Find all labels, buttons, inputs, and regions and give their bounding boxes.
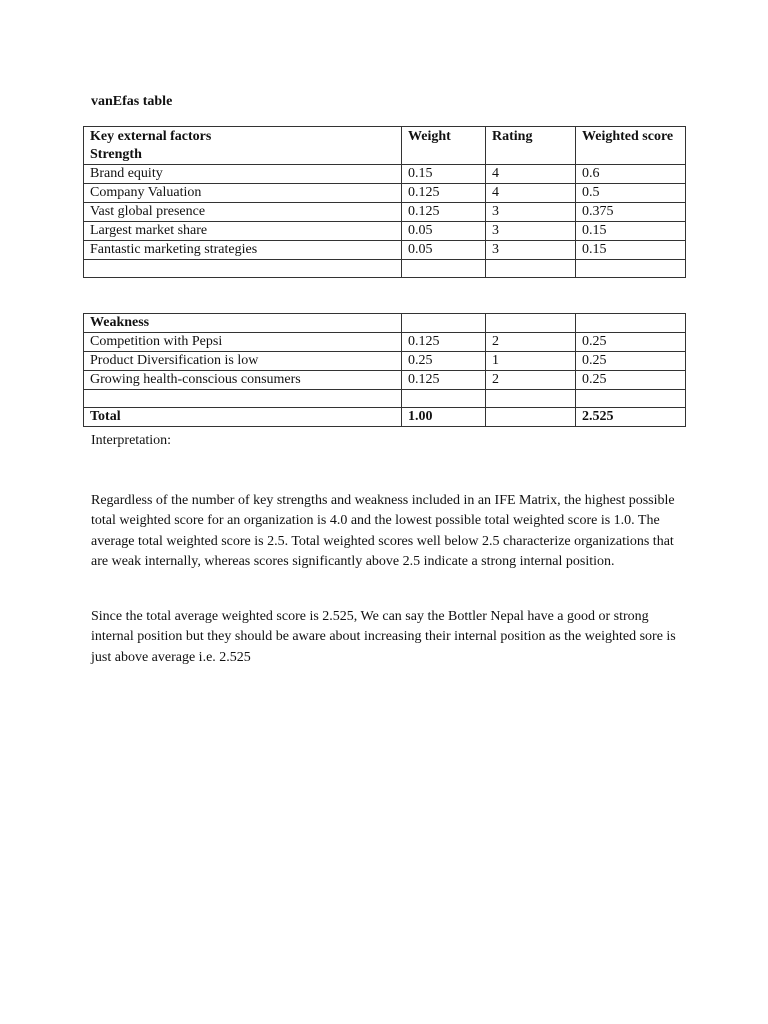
empty-cell — [402, 390, 486, 408]
total-label: Total — [84, 408, 402, 427]
table-row — [84, 203, 686, 222]
total-score: 2.525 — [576, 408, 686, 427]
strength-table — [83, 126, 686, 278]
weight-cell: 0.05 — [402, 241, 486, 260]
empty-cell — [486, 390, 576, 408]
header-rating: Rating — [486, 127, 576, 165]
score-cell: 0.25 — [576, 333, 686, 352]
empty-cell — [84, 390, 402, 408]
rating-cell: 3 — [486, 203, 576, 222]
empty-cell — [486, 260, 576, 278]
header-strength-label: Strength — [90, 147, 142, 162]
header-factors-label: Key external factors — [90, 129, 212, 144]
rating-cell: 1 — [486, 352, 576, 371]
weight-cell: 0.125 — [402, 203, 486, 222]
interpretation-label: Interpretation: — [91, 433, 172, 448]
header-weighted-score: Weighted score — [576, 127, 686, 165]
empty-cell — [576, 390, 686, 408]
weight-cell: 0.125 — [402, 371, 486, 390]
rating-cell: 3 — [486, 241, 576, 260]
weakness-heading-row — [84, 314, 686, 333]
table-row — [84, 241, 686, 260]
empty-row — [84, 260, 686, 278]
page-title: vanEfas table — [91, 94, 173, 109]
weight-cell: 0.25 — [402, 352, 486, 371]
rating-cell: 3 — [486, 222, 576, 241]
interpretation-paragraph-1: Regardless of the number of key strengths and weakness included in an IFE Matrix, the highest possible total weighted score for an organization is 4.0 and the lowest possible total weighted score is 1.0. The average total weighted score is 2.5. Total weighted scores well below 2.5 characterize organizations that are weak internally, whereas scores significantly above 2.5 indicate a strong internal position. — [91, 493, 675, 570]
score-cell: 0.25 — [576, 352, 686, 371]
empty-row — [84, 390, 686, 408]
score-cell: 0.375 — [576, 203, 686, 222]
interpretation-paragraph-2: Since the total average weighted score is 2.525, We can say the Bottler Nepal have a good or strong internal position but they should be aware about increasing their internal position as the weighted sore is just above average i.e. 2.525 — [91, 609, 676, 665]
score-cell: 0.15 — [576, 222, 686, 241]
score-cell: 0.5 — [576, 184, 686, 203]
factor-cell: Company Valuation — [84, 184, 402, 203]
total-weight: 1.00 — [402, 408, 486, 427]
table-row — [84, 184, 686, 203]
empty-cell — [402, 314, 486, 333]
empty-cell — [576, 314, 686, 333]
total-row — [84, 408, 686, 427]
weight-cell: 0.125 — [402, 333, 486, 352]
score-cell: 0.6 — [576, 165, 686, 184]
factor-cell: Competition with Pepsi — [84, 333, 402, 352]
factor-cell: Vast global presence — [84, 203, 402, 222]
table-row — [84, 333, 686, 352]
table-header-row — [84, 127, 686, 165]
empty-cell — [576, 260, 686, 278]
factor-cell: Growing health-conscious consumers — [84, 371, 402, 390]
header-cell-factors — [84, 127, 402, 165]
table-row — [84, 165, 686, 184]
header-weight: Weight — [402, 127, 486, 165]
weight-cell: 0.05 — [402, 222, 486, 241]
weakness-table — [83, 313, 686, 427]
score-cell: 0.25 — [576, 371, 686, 390]
score-cell: 0.15 — [576, 241, 686, 260]
factor-cell: Brand equity — [84, 165, 402, 184]
table-row — [84, 352, 686, 371]
table-row — [84, 371, 686, 390]
weight-cell: 0.125 — [402, 184, 486, 203]
factor-cell: Largest market share — [84, 222, 402, 241]
rating-cell: 2 — [486, 371, 576, 390]
empty-cell — [84, 260, 402, 278]
weakness-heading: Weakness — [84, 314, 402, 333]
empty-cell — [486, 314, 576, 333]
factor-cell: Product Diversification is low — [84, 352, 402, 371]
rating-cell: 4 — [486, 184, 576, 203]
weight-cell: 0.15 — [402, 165, 486, 184]
rating-cell: 2 — [486, 333, 576, 352]
empty-cell — [402, 260, 486, 278]
total-rating — [486, 408, 576, 427]
factor-cell: Fantastic marketing strategies — [84, 241, 402, 260]
rating-cell: 4 — [486, 165, 576, 184]
table-row — [84, 222, 686, 241]
